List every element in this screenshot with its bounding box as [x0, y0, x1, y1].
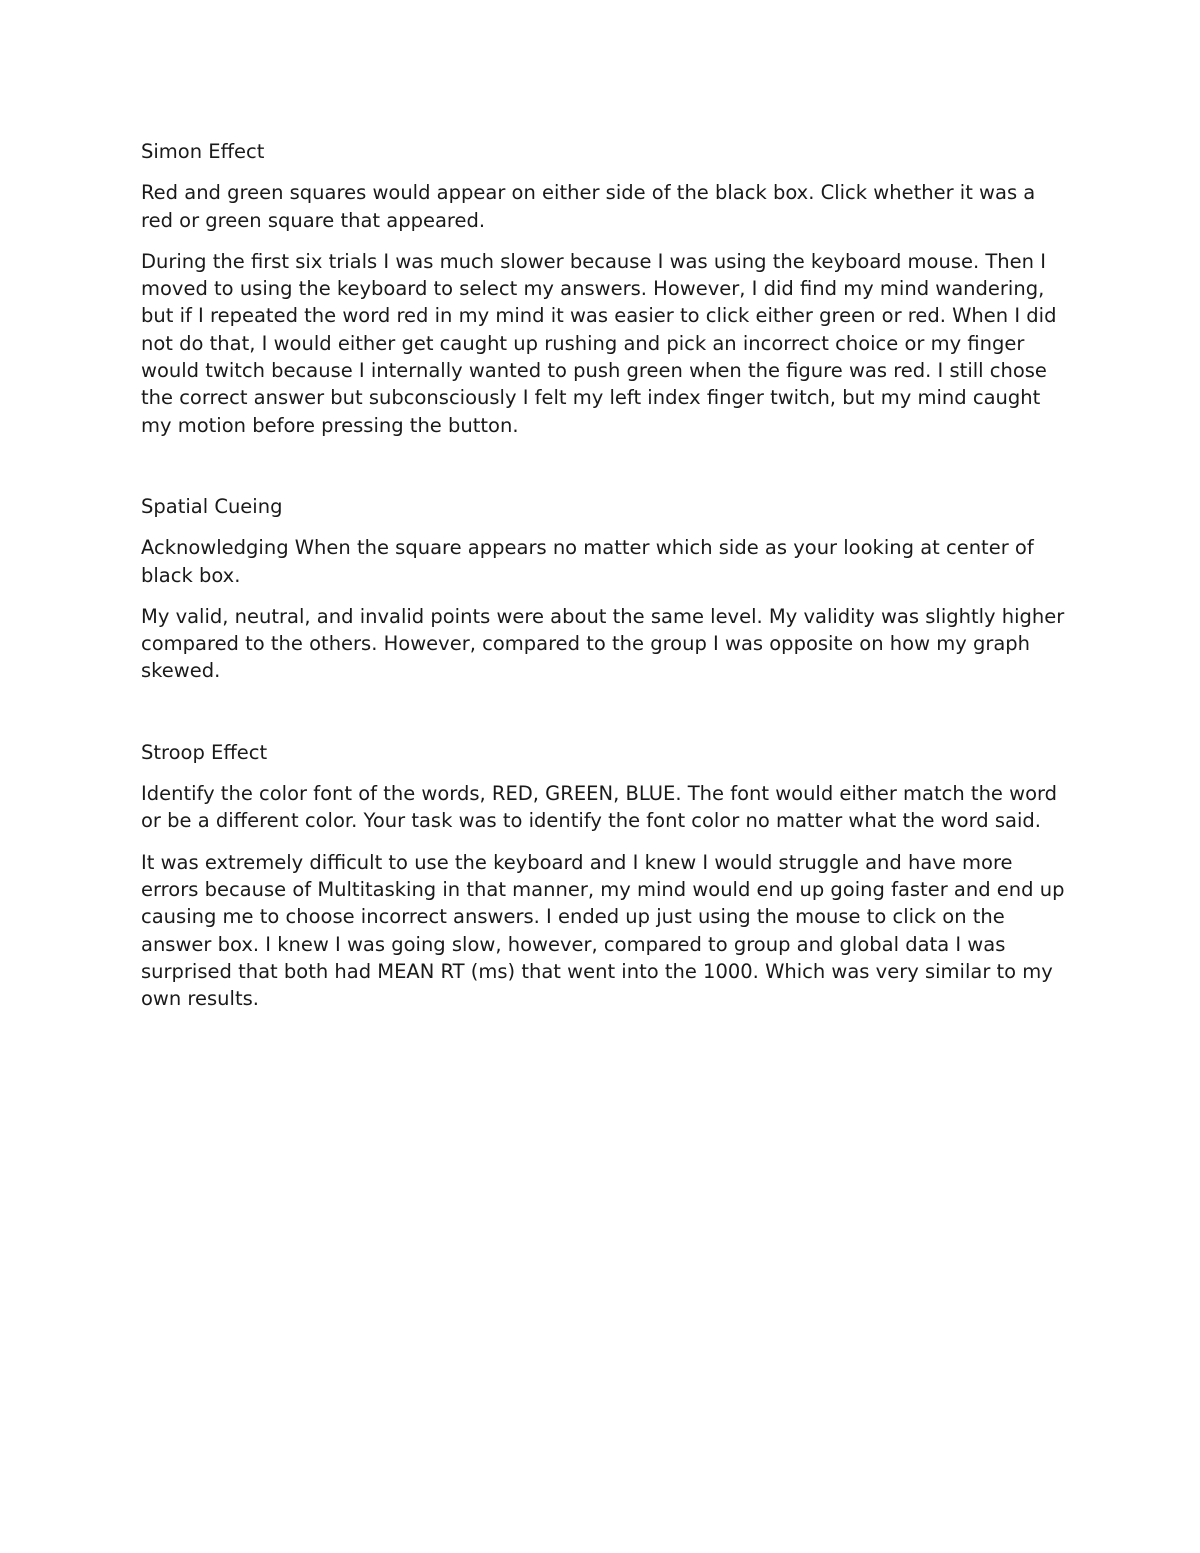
paragraph: During the first six trials I was much slower because I was using the keyboard mouse. Then I moved to using the keyboard to select my answers. However, I did find my mind wandering, but if I repeated the word red in my mind it was easier to click either green or red. When I did not do that, I would either get caught up rushing and pick an incorrect choice or my finger would twitch because I internally wanted to push green when the figure was red. I still chose the correct answer but subconsciously I felt my left index finger twitch, but my mind caught my motion before pressing the button.	[141, 249, 1057, 437]
paragraph: My valid, neutral, and invalid points were about the same level. My validity was slightly higher compared to the others. However, compared to the group I was opposite on how my graph skewed.	[141, 604, 1065, 683]
section-stroop-effect	[141, 739, 1071, 1013]
document-page	[141, 138, 1071, 1026]
paragraph: Acknowledging When the square appears no matter which side as your looking at center of black box.	[141, 536, 1034, 587]
section-heading: Stroop Effect	[141, 740, 268, 764]
section-spatial-cueing	[141, 493, 1071, 685]
section-heading: Simon Effect	[141, 140, 265, 163]
section-heading: Spatial Cueing	[141, 494, 283, 518]
paragraph: It was extremely difficult to use the keyboard and I knew I would struggle and have more errors because of Multitasking in that manner, my mind would end up going faster and end up causing me to choose incorrect answers. I ended up just using the mouse to click on the answer box. I knew I was going slow, however, compared to group and global data I was surprised that both had MEAN RT (ms) that went into the 1000. Which was very similar to my own results.	[141, 850, 1065, 1011]
paragraph: Identify the color font of the words, RED, GREEN, BLUE. The font would either match the word or be a different color. Your task was to identify the font color no matter what the word said.	[141, 782, 1058, 833]
section-simon-effect	[141, 138, 1071, 439]
paragraph: Red and green squares would appear on either side of the black box. Click whether it was a red or green square that appeared.	[141, 181, 1036, 232]
